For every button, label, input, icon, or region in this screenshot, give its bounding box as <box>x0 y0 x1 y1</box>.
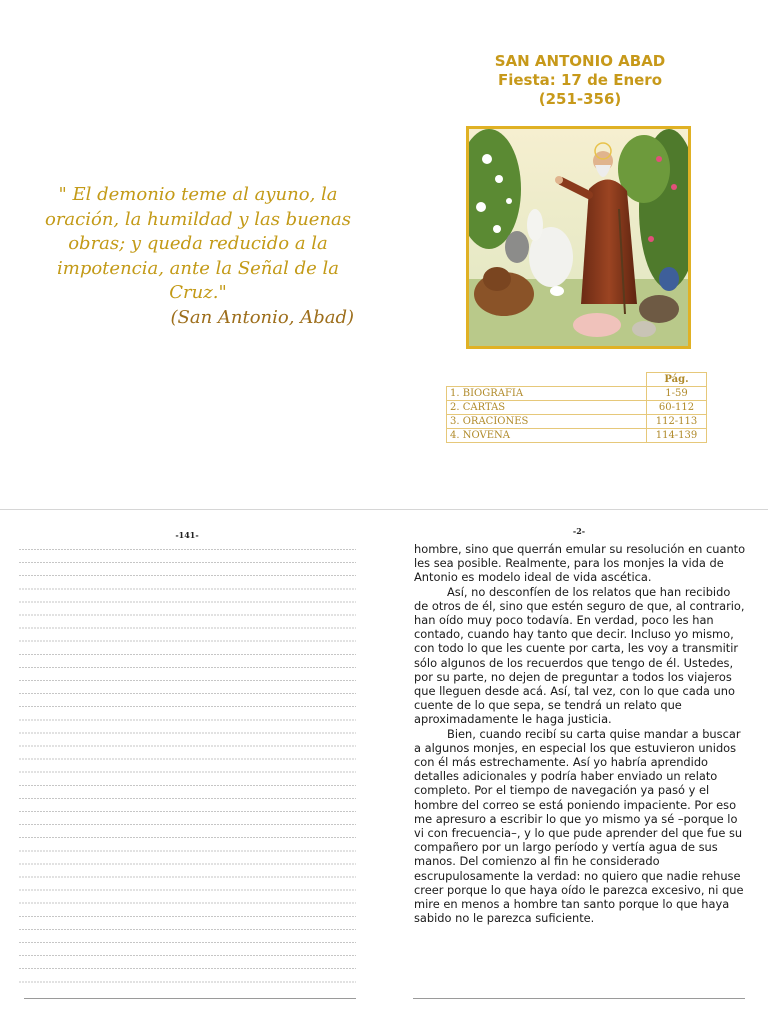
toc-header-pages: Pág. <box>647 373 707 387</box>
toc-label: 4. NOVENA <box>447 429 647 443</box>
quote-block <box>28 183 368 330</box>
toc-row[interactable] <box>447 401 707 415</box>
toc-label: 1. BIOGRAFIA <box>447 387 647 401</box>
toc-pages: 1-59 <box>647 387 707 401</box>
cover-title <box>470 52 690 109</box>
cover-page <box>0 0 768 510</box>
life-years: (251-356) <box>538 90 622 108</box>
paragraph: hombre, sino que querrán emular su resolución en cuanto les sea posible. Realmente, para los monjes la vida de Antonio es modelo ideal de vida ascética. <box>414 542 746 585</box>
toc-pages: 60-112 <box>647 401 707 415</box>
quote-author: (San Antonio, Abad) <box>170 306 354 328</box>
saint-name: SAN ANTONIO ABAD <box>494 52 666 70</box>
paragraph: Bien, cuando recibí su carta quise mandar a buscar a algunos monjes, en especial los que estuvieron unidos con él más estrechamente. Así yo habría aprendido detalles adicionales y podría haber enviado un relato completo. Por el tiempo de navegación ya pasó y el hombre del correo se está poniendo impaciente. Por eso me apresuro a escribir lo que yo mismo ya sé –porque lo vi con frecuencia–, y lo que pude aprender del que fue su compañero por un largo período y vertía agua de sus manos. Del comienzo al fin he considerado escrupulosamente la verdad: no quiero que nadie rehuse creer porque lo que haya oído le parezca excesivo, ni que mire en menos a hombre tan santo porque lo que haya sabido no le parezca suficiente. <box>414 726 744 926</box>
toc-row[interactable] <box>447 387 707 401</box>
toc-header-row <box>447 373 707 387</box>
paragraph: Así, no desconfíen de los relatos que han recibido de otros de él, sino que estén seguro de que, al contrario, han oído muy poco todavía. En verdad, poco les han contado, cuando hay tanto que decir. Incluso yo mismo, con todo lo que les cuente por carta, les voy a transmitir sólo algunos de los recuerdos que tengo de él. Ustedes, por su parte, no dejen de preguntar a todos los viajeros que lleguen desde acá. Así, tal vez, con lo que cada uno cuente de lo que sepa, se tendrá un relato que aproximadamente le haga justicia. <box>414 584 745 727</box>
table-of-contents <box>446 372 707 443</box>
feast-date: Fiesta: 17 de Enero <box>497 71 663 89</box>
toc-label: 3. ORACIONES <box>447 415 647 429</box>
quote-text: " El demonio teme al ayuno, la oración, la humildad y las buenas obras; y queda reducido a la impotencia, ante la Señal de la Cruz." <box>44 184 352 303</box>
page-bottom-rule <box>24 998 356 999</box>
saint-anthony-with-animals-icon <box>466 126 691 349</box>
toc-label: 2. CARTAS <box>447 401 647 415</box>
notes-page <box>0 516 384 1024</box>
body-text <box>414 542 746 925</box>
toc-row[interactable] <box>447 429 707 443</box>
page-number: -141- <box>175 530 199 540</box>
toc-header-blank <box>447 373 647 387</box>
text-page <box>384 516 768 1024</box>
saint-illustration <box>469 129 688 346</box>
page-bottom-rule <box>413 998 745 999</box>
toc-row[interactable] <box>447 415 707 429</box>
dotted-note-lines <box>18 541 356 989</box>
toc-pages: 112-113 <box>647 415 707 429</box>
page-number: -2- <box>572 526 586 536</box>
toc-pages: 114-139 <box>647 429 707 443</box>
